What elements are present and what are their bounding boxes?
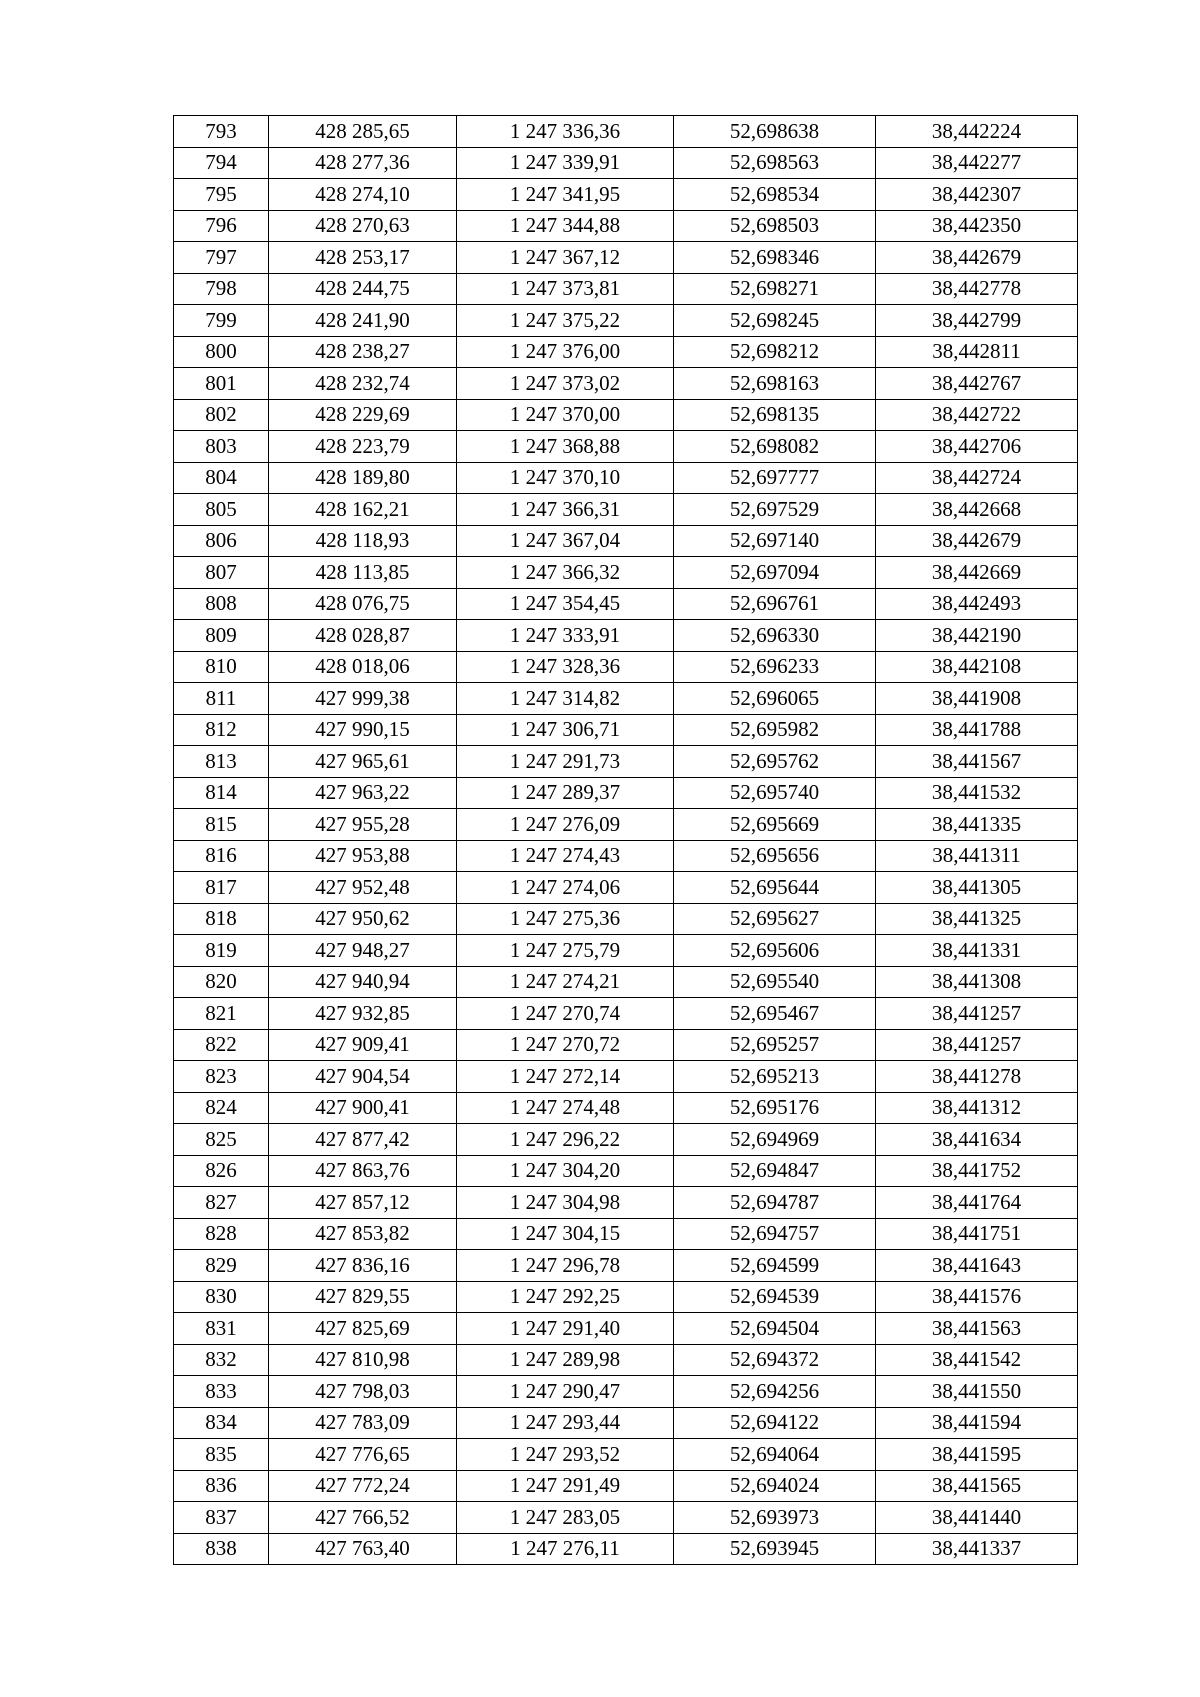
longitude-cell: 38,441331 <box>876 935 1078 967</box>
y-coordinate-cell: 1 247 289,37 <box>457 777 674 809</box>
point-number-cell: 829 <box>174 1250 269 1282</box>
y-coordinate-cell: 1 247 274,43 <box>457 840 674 872</box>
point-number-cell: 797 <box>174 242 269 274</box>
point-number-cell: 812 <box>174 714 269 746</box>
point-number-cell: 834 <box>174 1407 269 1439</box>
x-coordinate-cell: 427 990,15 <box>269 714 457 746</box>
longitude-cell: 38,441335 <box>876 809 1078 841</box>
latitude-cell: 52,695627 <box>674 903 876 935</box>
latitude-cell: 52,694024 <box>674 1470 876 1502</box>
x-coordinate-cell: 428 274,10 <box>269 179 457 211</box>
latitude-cell: 52,695762 <box>674 746 876 778</box>
y-coordinate-cell: 1 247 296,22 <box>457 1124 674 1156</box>
y-coordinate-cell: 1 247 275,79 <box>457 935 674 967</box>
point-number-cell: 827 <box>174 1187 269 1219</box>
latitude-cell: 52,694787 <box>674 1187 876 1219</box>
point-number-cell: 807 <box>174 557 269 589</box>
longitude-cell: 38,442307 <box>876 179 1078 211</box>
point-number-cell: 799 <box>174 305 269 337</box>
point-number-cell: 798 <box>174 273 269 305</box>
point-number-cell: 823 <box>174 1061 269 1093</box>
point-number-cell: 826 <box>174 1155 269 1187</box>
latitude-cell: 52,698346 <box>674 242 876 274</box>
table-row <box>174 1250 1078 1282</box>
point-number-cell: 838 <box>174 1533 269 1565</box>
longitude-cell: 38,441311 <box>876 840 1078 872</box>
latitude-cell: 52,696761 <box>674 588 876 620</box>
x-coordinate-cell: 428 223,79 <box>269 431 457 463</box>
table-row <box>174 903 1078 935</box>
table-row <box>174 1313 1078 1345</box>
table-row <box>174 1533 1078 1565</box>
x-coordinate-cell: 427 776,65 <box>269 1439 457 1471</box>
latitude-cell: 52,695656 <box>674 840 876 872</box>
table-row <box>174 1092 1078 1124</box>
y-coordinate-cell: 1 247 306,71 <box>457 714 674 746</box>
x-coordinate-cell: 428 028,87 <box>269 620 457 652</box>
latitude-cell: 52,695606 <box>674 935 876 967</box>
table-row <box>174 399 1078 431</box>
latitude-cell: 52,698082 <box>674 431 876 463</box>
longitude-cell: 38,441312 <box>876 1092 1078 1124</box>
table-row <box>174 1218 1078 1250</box>
x-coordinate-cell: 427 863,76 <box>269 1155 457 1187</box>
x-coordinate-cell: 427 836,16 <box>269 1250 457 1282</box>
coordinates-table <box>173 115 1078 1565</box>
x-coordinate-cell: 428 277,36 <box>269 147 457 179</box>
table-row <box>174 210 1078 242</box>
table-row <box>174 305 1078 337</box>
y-coordinate-cell: 1 247 354,45 <box>457 588 674 620</box>
y-coordinate-cell: 1 247 272,14 <box>457 1061 674 1093</box>
longitude-cell: 38,441751 <box>876 1218 1078 1250</box>
longitude-cell: 38,441532 <box>876 777 1078 809</box>
longitude-cell: 38,442778 <box>876 273 1078 305</box>
latitude-cell: 52,695644 <box>674 872 876 904</box>
y-coordinate-cell: 1 247 270,72 <box>457 1029 674 1061</box>
latitude-cell: 52,698212 <box>674 336 876 368</box>
y-coordinate-cell: 1 247 289,98 <box>457 1344 674 1376</box>
table-row <box>174 116 1078 148</box>
point-number-cell: 801 <box>174 368 269 400</box>
coordinates-table-body <box>174 116 1078 1565</box>
point-number-cell: 830 <box>174 1281 269 1313</box>
latitude-cell: 52,697140 <box>674 525 876 557</box>
longitude-cell: 38,441542 <box>876 1344 1078 1376</box>
longitude-cell: 38,442679 <box>876 525 1078 557</box>
table-row <box>174 147 1078 179</box>
point-number-cell: 831 <box>174 1313 269 1345</box>
latitude-cell: 52,698534 <box>674 179 876 211</box>
point-number-cell: 803 <box>174 431 269 463</box>
point-number-cell: 818 <box>174 903 269 935</box>
y-coordinate-cell: 1 247 341,95 <box>457 179 674 211</box>
table-row <box>174 1187 1078 1219</box>
y-coordinate-cell: 1 247 283,05 <box>457 1502 674 1534</box>
table-row <box>174 336 1078 368</box>
latitude-cell: 52,694504 <box>674 1313 876 1345</box>
y-coordinate-cell: 1 247 336,36 <box>457 116 674 148</box>
x-coordinate-cell: 427 955,28 <box>269 809 457 841</box>
y-coordinate-cell: 1 247 304,15 <box>457 1218 674 1250</box>
latitude-cell: 52,694064 <box>674 1439 876 1471</box>
latitude-cell: 52,695257 <box>674 1029 876 1061</box>
latitude-cell: 52,697529 <box>674 494 876 526</box>
point-number-cell: 800 <box>174 336 269 368</box>
latitude-cell: 52,694539 <box>674 1281 876 1313</box>
y-coordinate-cell: 1 247 370,00 <box>457 399 674 431</box>
x-coordinate-cell: 427 952,48 <box>269 872 457 904</box>
longitude-cell: 38,441278 <box>876 1061 1078 1093</box>
x-coordinate-cell: 428 229,69 <box>269 399 457 431</box>
latitude-cell: 52,698245 <box>674 305 876 337</box>
latitude-cell: 52,693945 <box>674 1533 876 1565</box>
y-coordinate-cell: 1 247 293,52 <box>457 1439 674 1471</box>
latitude-cell: 52,698135 <box>674 399 876 431</box>
point-number-cell: 805 <box>174 494 269 526</box>
longitude-cell: 38,442811 <box>876 336 1078 368</box>
table-row <box>174 651 1078 683</box>
x-coordinate-cell: 427 909,41 <box>269 1029 457 1061</box>
table-row <box>174 179 1078 211</box>
latitude-cell: 52,695740 <box>674 777 876 809</box>
x-coordinate-cell: 427 825,69 <box>269 1313 457 1345</box>
y-coordinate-cell: 1 247 291,49 <box>457 1470 674 1502</box>
x-coordinate-cell: 428 253,17 <box>269 242 457 274</box>
y-coordinate-cell: 1 247 376,00 <box>457 336 674 368</box>
latitude-cell: 52,695669 <box>674 809 876 841</box>
point-number-cell: 824 <box>174 1092 269 1124</box>
point-number-cell: 819 <box>174 935 269 967</box>
x-coordinate-cell: 427 965,61 <box>269 746 457 778</box>
point-number-cell: 825 <box>174 1124 269 1156</box>
table-row <box>174 998 1078 1030</box>
longitude-cell: 38,441908 <box>876 683 1078 715</box>
longitude-cell: 38,442190 <box>876 620 1078 652</box>
longitude-cell: 38,441576 <box>876 1281 1078 1313</box>
x-coordinate-cell: 427 798,03 <box>269 1376 457 1408</box>
table-row <box>174 620 1078 652</box>
longitude-cell: 38,441643 <box>876 1250 1078 1282</box>
latitude-cell: 52,694969 <box>674 1124 876 1156</box>
x-coordinate-cell: 427 932,85 <box>269 998 457 1030</box>
longitude-cell: 38,441563 <box>876 1313 1078 1345</box>
y-coordinate-cell: 1 247 339,91 <box>457 147 674 179</box>
longitude-cell: 38,442706 <box>876 431 1078 463</box>
point-number-cell: 832 <box>174 1344 269 1376</box>
longitude-cell: 38,441595 <box>876 1439 1078 1471</box>
longitude-cell: 38,442679 <box>876 242 1078 274</box>
table-row <box>174 588 1078 620</box>
y-coordinate-cell: 1 247 270,74 <box>457 998 674 1030</box>
longitude-cell: 38,442108 <box>876 651 1078 683</box>
y-coordinate-cell: 1 247 274,06 <box>457 872 674 904</box>
y-coordinate-cell: 1 247 276,11 <box>457 1533 674 1565</box>
latitude-cell: 52,698563 <box>674 147 876 179</box>
longitude-cell: 38,441788 <box>876 714 1078 746</box>
latitude-cell: 52,697777 <box>674 462 876 494</box>
longitude-cell: 38,441764 <box>876 1187 1078 1219</box>
table-row <box>174 872 1078 904</box>
x-coordinate-cell: 428 189,80 <box>269 462 457 494</box>
longitude-cell: 38,441337 <box>876 1533 1078 1565</box>
x-coordinate-cell: 427 829,55 <box>269 1281 457 1313</box>
table-row <box>174 1439 1078 1471</box>
latitude-cell: 52,696233 <box>674 651 876 683</box>
point-number-cell: 811 <box>174 683 269 715</box>
point-number-cell: 808 <box>174 588 269 620</box>
y-coordinate-cell: 1 247 370,10 <box>457 462 674 494</box>
table-row <box>174 840 1078 872</box>
table-row <box>174 494 1078 526</box>
table-row <box>174 935 1078 967</box>
table-row <box>174 1124 1078 1156</box>
table-row <box>174 1061 1078 1093</box>
table-row <box>174 1376 1078 1408</box>
longitude-cell: 38,442724 <box>876 462 1078 494</box>
y-coordinate-cell: 1 247 291,73 <box>457 746 674 778</box>
table-row <box>174 683 1078 715</box>
longitude-cell: 38,442350 <box>876 210 1078 242</box>
table-row <box>174 1407 1078 1439</box>
x-coordinate-cell: 427 963,22 <box>269 777 457 809</box>
latitude-cell: 52,695540 <box>674 966 876 998</box>
point-number-cell: 828 <box>174 1218 269 1250</box>
x-coordinate-cell: 427 877,42 <box>269 1124 457 1156</box>
longitude-cell: 38,441308 <box>876 966 1078 998</box>
longitude-cell: 38,441257 <box>876 998 1078 1030</box>
x-coordinate-cell: 428 076,75 <box>269 588 457 620</box>
point-number-cell: 822 <box>174 1029 269 1061</box>
x-coordinate-cell: 428 244,75 <box>269 273 457 305</box>
longitude-cell: 38,442799 <box>876 305 1078 337</box>
table-row <box>174 462 1078 494</box>
latitude-cell: 52,698271 <box>674 273 876 305</box>
y-coordinate-cell: 1 247 275,36 <box>457 903 674 935</box>
longitude-cell: 38,442668 <box>876 494 1078 526</box>
point-number-cell: 835 <box>174 1439 269 1471</box>
point-number-cell: 793 <box>174 116 269 148</box>
longitude-cell: 38,442224 <box>876 116 1078 148</box>
x-coordinate-cell: 427 763,40 <box>269 1533 457 1565</box>
x-coordinate-cell: 427 857,12 <box>269 1187 457 1219</box>
table-row <box>174 1281 1078 1313</box>
x-coordinate-cell: 427 766,52 <box>269 1502 457 1534</box>
y-coordinate-cell: 1 247 366,31 <box>457 494 674 526</box>
y-coordinate-cell: 1 247 367,12 <box>457 242 674 274</box>
latitude-cell: 52,694599 <box>674 1250 876 1282</box>
point-number-cell: 833 <box>174 1376 269 1408</box>
y-coordinate-cell: 1 247 292,25 <box>457 1281 674 1313</box>
point-number-cell: 836 <box>174 1470 269 1502</box>
x-coordinate-cell: 428 241,90 <box>269 305 457 337</box>
latitude-cell: 52,695176 <box>674 1092 876 1124</box>
table-row <box>174 1470 1078 1502</box>
x-coordinate-cell: 428 238,27 <box>269 336 457 368</box>
y-coordinate-cell: 1 247 274,48 <box>457 1092 674 1124</box>
y-coordinate-cell: 1 247 368,88 <box>457 431 674 463</box>
table-row <box>174 746 1078 778</box>
table-row <box>174 809 1078 841</box>
x-coordinate-cell: 428 162,21 <box>269 494 457 526</box>
y-coordinate-cell: 1 247 333,91 <box>457 620 674 652</box>
point-number-cell: 802 <box>174 399 269 431</box>
point-number-cell: 837 <box>174 1502 269 1534</box>
x-coordinate-cell: 427 853,82 <box>269 1218 457 1250</box>
table-row <box>174 714 1078 746</box>
y-coordinate-cell: 1 247 373,02 <box>457 368 674 400</box>
table-row <box>174 1155 1078 1187</box>
point-number-cell: 816 <box>174 840 269 872</box>
point-number-cell: 796 <box>174 210 269 242</box>
longitude-cell: 38,441550 <box>876 1376 1078 1408</box>
y-coordinate-cell: 1 247 304,20 <box>457 1155 674 1187</box>
x-coordinate-cell: 428 118,93 <box>269 525 457 557</box>
x-coordinate-cell: 427 940,94 <box>269 966 457 998</box>
latitude-cell: 52,695467 <box>674 998 876 1030</box>
x-coordinate-cell: 428 018,06 <box>269 651 457 683</box>
table-row <box>174 525 1078 557</box>
table-row <box>174 242 1078 274</box>
longitude-cell: 38,441752 <box>876 1155 1078 1187</box>
latitude-cell: 52,695213 <box>674 1061 876 1093</box>
x-coordinate-cell: 427 948,27 <box>269 935 457 967</box>
y-coordinate-cell: 1 247 375,22 <box>457 305 674 337</box>
point-number-cell: 809 <box>174 620 269 652</box>
longitude-cell: 38,441634 <box>876 1124 1078 1156</box>
longitude-cell: 38,442277 <box>876 147 1078 179</box>
table-row <box>174 1029 1078 1061</box>
latitude-cell: 52,695982 <box>674 714 876 746</box>
latitude-cell: 52,693973 <box>674 1502 876 1534</box>
y-coordinate-cell: 1 247 293,44 <box>457 1407 674 1439</box>
table-row <box>174 777 1078 809</box>
point-number-cell: 806 <box>174 525 269 557</box>
longitude-cell: 38,441594 <box>876 1407 1078 1439</box>
longitude-cell: 38,442493 <box>876 588 1078 620</box>
x-coordinate-cell: 427 904,54 <box>269 1061 457 1093</box>
x-coordinate-cell: 427 810,98 <box>269 1344 457 1376</box>
point-number-cell: 815 <box>174 809 269 841</box>
longitude-cell: 38,442722 <box>876 399 1078 431</box>
point-number-cell: 814 <box>174 777 269 809</box>
longitude-cell: 38,441305 <box>876 872 1078 904</box>
x-coordinate-cell: 427 900,41 <box>269 1092 457 1124</box>
x-coordinate-cell: 428 270,63 <box>269 210 457 242</box>
point-number-cell: 810 <box>174 651 269 683</box>
y-coordinate-cell: 1 247 314,82 <box>457 683 674 715</box>
latitude-cell: 52,694847 <box>674 1155 876 1187</box>
y-coordinate-cell: 1 247 373,81 <box>457 273 674 305</box>
y-coordinate-cell: 1 247 274,21 <box>457 966 674 998</box>
latitude-cell: 52,694256 <box>674 1376 876 1408</box>
longitude-cell: 38,441567 <box>876 746 1078 778</box>
table-row <box>174 966 1078 998</box>
latitude-cell: 52,696330 <box>674 620 876 652</box>
y-coordinate-cell: 1 247 291,40 <box>457 1313 674 1345</box>
point-number-cell: 795 <box>174 179 269 211</box>
point-number-cell: 817 <box>174 872 269 904</box>
table-row <box>174 273 1078 305</box>
y-coordinate-cell: 1 247 304,98 <box>457 1187 674 1219</box>
latitude-cell: 52,697094 <box>674 557 876 589</box>
latitude-cell: 52,696065 <box>674 683 876 715</box>
y-coordinate-cell: 1 247 328,36 <box>457 651 674 683</box>
latitude-cell: 52,698638 <box>674 116 876 148</box>
x-coordinate-cell: 427 772,24 <box>269 1470 457 1502</box>
latitude-cell: 52,694757 <box>674 1218 876 1250</box>
point-number-cell: 820 <box>174 966 269 998</box>
latitude-cell: 52,698503 <box>674 210 876 242</box>
point-number-cell: 804 <box>174 462 269 494</box>
latitude-cell: 52,698163 <box>674 368 876 400</box>
y-coordinate-cell: 1 247 276,09 <box>457 809 674 841</box>
y-coordinate-cell: 1 247 290,47 <box>457 1376 674 1408</box>
x-coordinate-cell: 427 953,88 <box>269 840 457 872</box>
table-row <box>174 1344 1078 1376</box>
point-number-cell: 813 <box>174 746 269 778</box>
x-coordinate-cell: 428 232,74 <box>269 368 457 400</box>
x-coordinate-cell: 428 113,85 <box>269 557 457 589</box>
y-coordinate-cell: 1 247 367,04 <box>457 525 674 557</box>
y-coordinate-cell: 1 247 344,88 <box>457 210 674 242</box>
longitude-cell: 38,442669 <box>876 557 1078 589</box>
table-row <box>174 1502 1078 1534</box>
x-coordinate-cell: 427 783,09 <box>269 1407 457 1439</box>
x-coordinate-cell: 427 999,38 <box>269 683 457 715</box>
longitude-cell: 38,441325 <box>876 903 1078 935</box>
point-number-cell: 821 <box>174 998 269 1030</box>
x-coordinate-cell: 427 950,62 <box>269 903 457 935</box>
latitude-cell: 52,694122 <box>674 1407 876 1439</box>
point-number-cell: 794 <box>174 147 269 179</box>
latitude-cell: 52,694372 <box>674 1344 876 1376</box>
y-coordinate-cell: 1 247 366,32 <box>457 557 674 589</box>
longitude-cell: 38,441565 <box>876 1470 1078 1502</box>
table-row <box>174 368 1078 400</box>
table-row <box>174 557 1078 589</box>
x-coordinate-cell: 428 285,65 <box>269 116 457 148</box>
table-row <box>174 431 1078 463</box>
y-coordinate-cell: 1 247 296,78 <box>457 1250 674 1282</box>
longitude-cell: 38,441257 <box>876 1029 1078 1061</box>
longitude-cell: 38,441440 <box>876 1502 1078 1534</box>
longitude-cell: 38,442767 <box>876 368 1078 400</box>
